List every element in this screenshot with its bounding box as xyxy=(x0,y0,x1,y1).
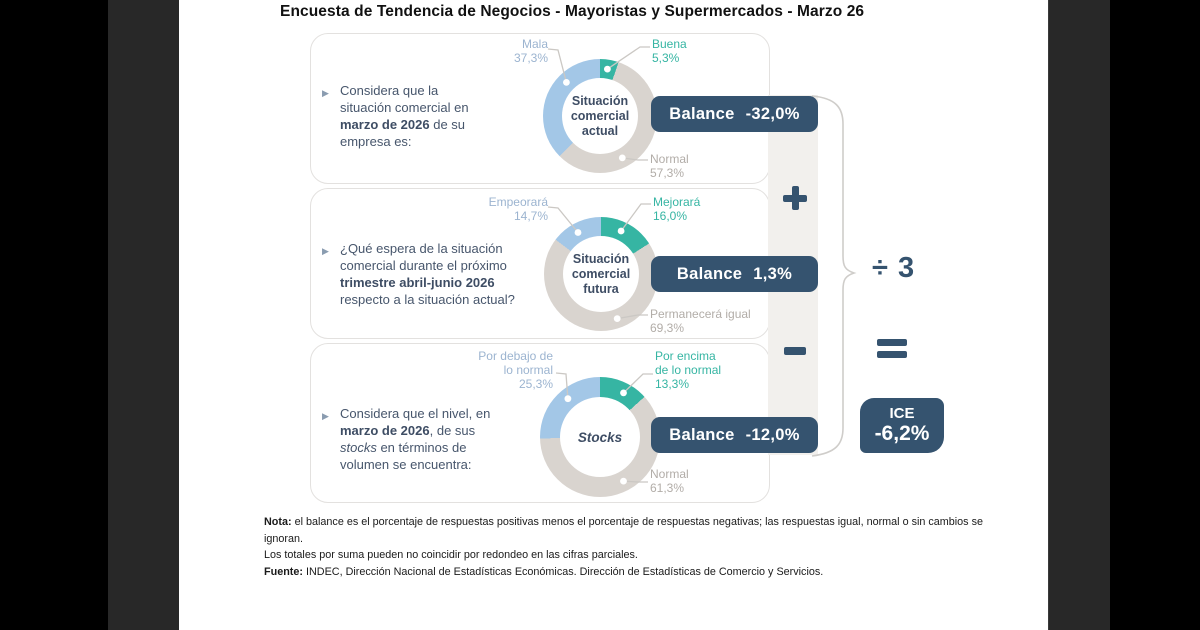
page-title: Encuesta de Tendencia de Negocios - Mayoristas y Supermercados - Marzo 26 xyxy=(280,3,865,20)
question-bullet-icon: ▶ xyxy=(322,246,329,256)
question-line: empresa es: xyxy=(340,134,412,149)
segment-label-name: lo normal xyxy=(503,363,553,377)
divide-by-three-label: ÷ 3 xyxy=(872,252,916,284)
donut-chart xyxy=(540,377,660,497)
segment-label-name: Mala xyxy=(521,37,548,51)
survey-question xyxy=(322,82,507,150)
ice-value: -6,2% xyxy=(874,422,930,445)
question-line: trimestre abril-junio 2026 xyxy=(340,275,495,290)
segment-label-value: 25,3% xyxy=(518,377,553,391)
footnotes xyxy=(264,514,984,580)
plus-icon xyxy=(783,186,807,210)
segment-label-value: 37,3% xyxy=(513,51,548,65)
segment-label-name: Normal xyxy=(650,152,689,166)
survey-question xyxy=(322,405,522,473)
question-line: situación comercial en xyxy=(340,100,469,115)
segment-label-value: 14,7% xyxy=(513,209,548,223)
balance-bar xyxy=(651,417,818,453)
segment-label-positive xyxy=(655,349,775,391)
donut-chart xyxy=(543,59,657,173)
question-line: marzo de 2026, de sus xyxy=(340,423,476,438)
segment-label-name: Por encima xyxy=(655,349,716,363)
question-line: Considera que la xyxy=(340,83,439,98)
segment-label-name: Buena xyxy=(652,37,687,51)
question-line: comercial durante el próximo xyxy=(340,258,507,273)
question-line: stocks en términos de xyxy=(340,440,467,455)
segment-label-name: de lo normal xyxy=(655,363,722,377)
footnote-line: Fuente: INDEC, Dirección Nacional de Estadísticas Económicas. Dirección de Estadísticas de Comercio y Servicios. xyxy=(264,565,824,578)
survey-question xyxy=(322,240,537,308)
question-text xyxy=(340,405,522,473)
segment-label-positive xyxy=(652,37,772,65)
balance-value: -32,0% xyxy=(745,104,800,123)
question-line: Considera que el nivel, en xyxy=(340,406,491,421)
segment-label-value: 57,3% xyxy=(650,166,685,180)
question-line: marzo de 2026 de su xyxy=(340,117,466,132)
segment-label-name: Empeorará xyxy=(488,195,548,209)
question-line: respecto a la situación actual? xyxy=(340,292,515,307)
balance-label: Balance xyxy=(669,425,735,444)
segment-label-negative xyxy=(416,37,548,65)
segment-label-value: 5,3% xyxy=(652,51,680,65)
segment-label-name: Por debajo de xyxy=(478,349,553,363)
question-bullet-icon: ▶ xyxy=(322,88,329,98)
minus-icon xyxy=(784,347,806,355)
footnote-line: Nota: el balance es el porcentaje de respuestas positivas menos el porcentaje de respuestas negativas; las respuestas igual, normal o sin cambios se ignoran. xyxy=(264,516,983,545)
donut-center-line: actual xyxy=(581,123,619,138)
curly-brace-icon xyxy=(812,96,854,456)
balance-value: 1,3% xyxy=(753,264,793,283)
donut-chart xyxy=(544,217,658,331)
question-text xyxy=(340,82,507,150)
segment-label-name: Mejorará xyxy=(653,195,701,209)
equals-icon xyxy=(877,339,907,358)
segment-label-neutral xyxy=(650,307,800,335)
footnote-line: Los totales por suma pueden no coincidir por redondeo en las cifras parciales. xyxy=(264,549,638,561)
segment-label-value: 16,0% xyxy=(653,209,688,223)
donut-center-label xyxy=(563,236,639,312)
segment-label-value: 13,3% xyxy=(655,377,690,391)
question-bullet-icon: ▶ xyxy=(322,411,329,421)
segment-label-name: Normal xyxy=(650,467,689,481)
balance-bar xyxy=(651,96,818,132)
question-line: ¿Qué espera de la situación xyxy=(340,241,503,256)
balance-value: -12,0% xyxy=(745,425,800,444)
segment-label-name: Permanecerá igual xyxy=(650,307,751,321)
donut-center-line: Situación xyxy=(572,251,630,266)
segment-label-value: 69,3% xyxy=(650,321,685,335)
donut-center-label xyxy=(560,397,640,477)
donut-center-line: Stocks xyxy=(577,429,623,445)
ice-label: ICE xyxy=(889,405,915,422)
ice-result-box xyxy=(860,398,944,453)
balance-label: Balance xyxy=(676,264,743,283)
donut-center-line: comercial xyxy=(571,266,631,281)
segment-label-negative xyxy=(421,349,553,391)
donut-center-line: futura xyxy=(583,281,619,296)
donut-center-line: Situación xyxy=(571,93,629,108)
segment-label-neutral xyxy=(650,152,770,180)
segment-label-positive xyxy=(653,195,783,223)
donut-center-label xyxy=(562,78,638,154)
balance-bar xyxy=(651,256,818,292)
segment-label-neutral xyxy=(650,467,770,495)
balance-label: Balance xyxy=(669,104,735,123)
question-text xyxy=(340,240,537,308)
donut-center-line: comercial xyxy=(570,108,630,123)
segment-label-value: 61,3% xyxy=(650,481,685,495)
question-line: volumen se encuentra: xyxy=(340,457,472,472)
segment-label-negative xyxy=(416,195,548,223)
